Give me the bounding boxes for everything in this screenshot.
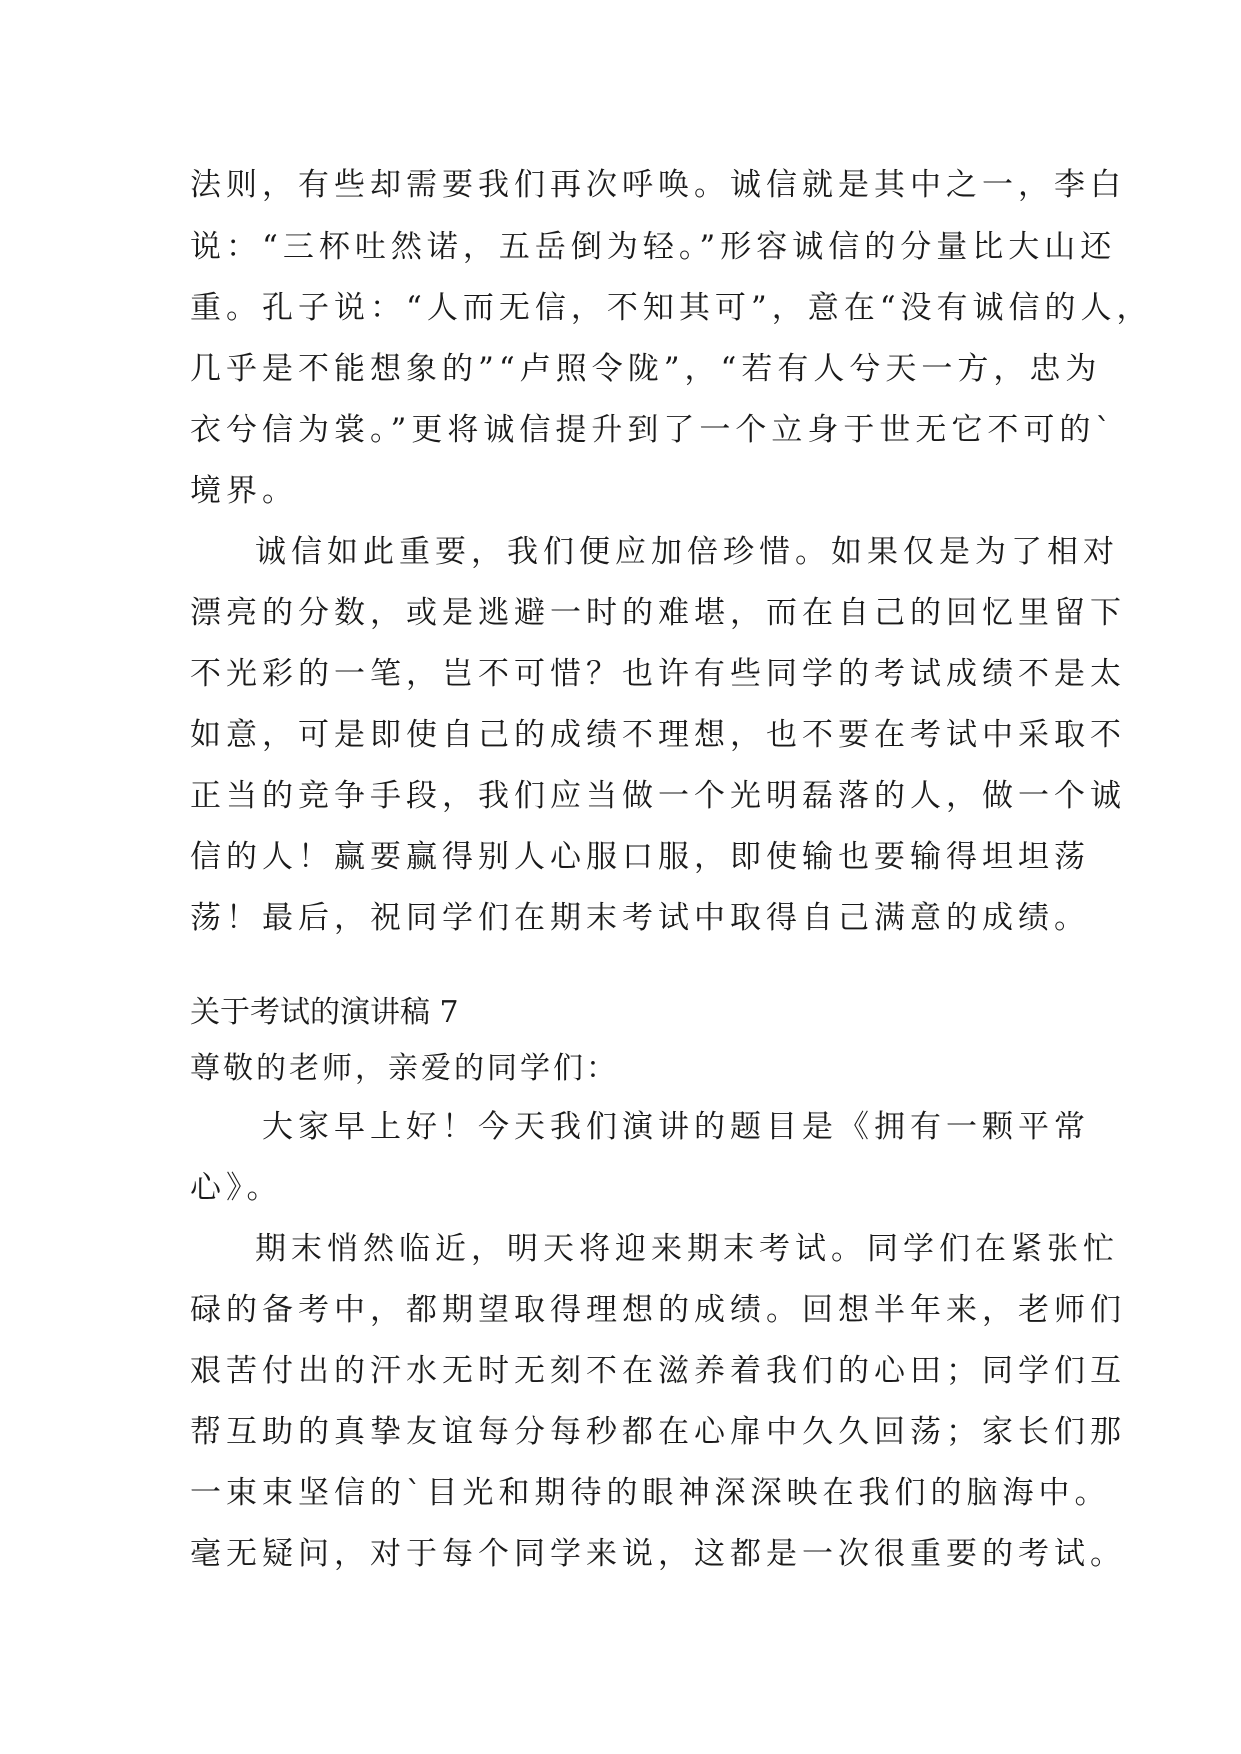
salutation: 尊敬的老师，亲爱的同学们：	[190, 1051, 619, 1086]
paragraph-line: 不光彩的一笔，岂不可惜？也许有些同学的考试成绩不是太	[190, 656, 1126, 692]
paragraph-line: 大家早上好！今天我们演讲的题目是《拥有一颗平常	[262, 1109, 1090, 1145]
paragraph-line: 毫无疑问，对于每个同学来说，这都是一次很重要的考试。	[190, 1536, 1126, 1572]
paragraph-line: 诚信如此重要，我们便应加倍珍惜。如果仅是为了相对	[255, 534, 1119, 570]
paragraph-line: 心》。	[190, 1170, 283, 1206]
paragraph-line: 漂亮的分数，或是逃避一时的难堪，而在自己的回忆里留下	[190, 595, 1126, 631]
paragraph-line: 信的人！赢要赢得别人心服口服，即使输也要输得坦坦荡	[190, 839, 1090, 875]
paragraph-line: 法则，有些却需要我们再次呼唤。诚信就是其中之一，李白	[190, 167, 1126, 203]
paragraph-line: 重。孔子说：“人而无信，不知其可”，意在“没有诚信的人，	[190, 290, 1153, 326]
paragraph-line: 碌的备考中，都期望取得理想的成绩。回想半年来，老师们	[190, 1292, 1126, 1328]
paragraph-line: 几乎是不能想象的”“卢照令陇”，“若有人兮天一方，忠为	[190, 351, 1102, 387]
paragraph-line: 说：“三杯吐然诺，五岳倒为轻。”形容诚信的分量比大山还	[190, 229, 1117, 265]
paragraph-line: 期末悄然临近，明天将迎来期末考试。同学们在紧张忙	[255, 1231, 1119, 1267]
paragraph-line: 一束束坚信的`目光和期待的眼神深深映在我们的脑海中。	[190, 1475, 1111, 1511]
paragraph-line: 帮互助的真挚友谊每分每秒都在心扉中久久回荡；家长们那	[190, 1414, 1126, 1450]
paragraph-line: 境界。	[190, 473, 298, 509]
paragraph-line: 正当的竞争手段，我们应当做一个光明磊落的人，做一个诚	[190, 778, 1126, 814]
paragraph-line: 衣兮信为裳。”更将诚信提升到了一个立身于世无它不可的`	[190, 412, 1116, 448]
paragraph-line: 荡！最后，祝同学们在期末考试中取得自己满意的成绩。	[190, 900, 1090, 936]
section-title: 关于考试的演讲稿 7	[190, 995, 459, 1030]
paragraph-line: 如意，可是即使自己的成绩不理想，也不要在考试中采取不	[190, 717, 1126, 753]
paragraph-line: 艰苦付出的汗水无时无刻不在滋养着我们的心田；同学们互	[190, 1353, 1126, 1389]
